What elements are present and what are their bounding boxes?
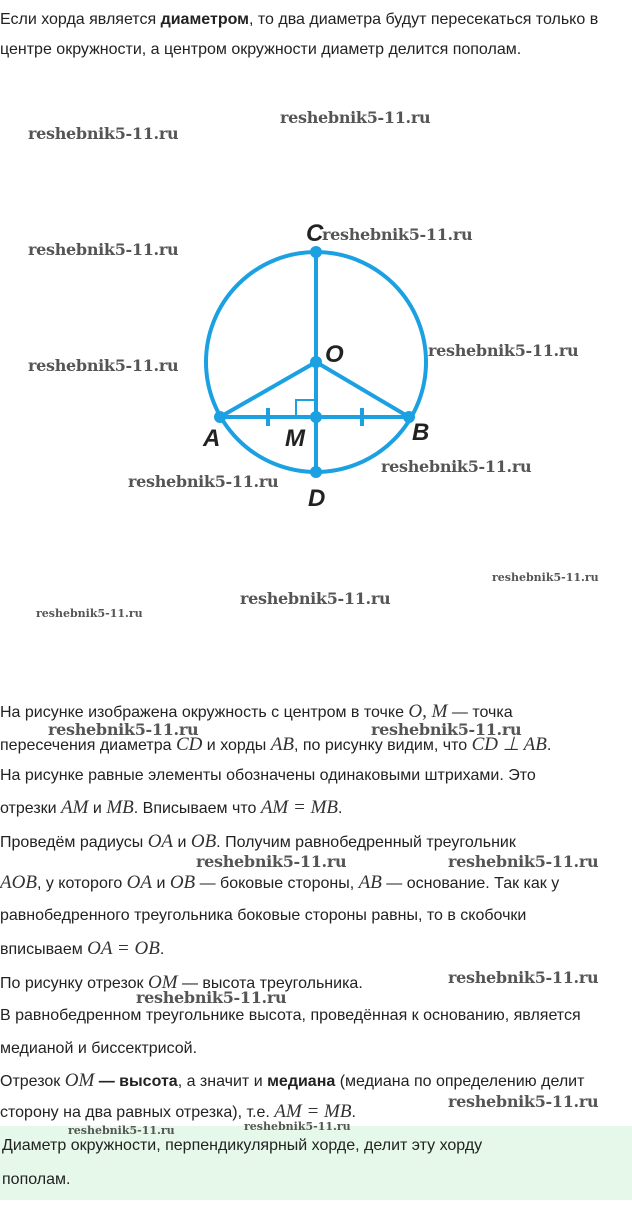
text: . bbox=[546, 737, 552, 754]
watermark: reshebnik5-11.ru bbox=[381, 457, 532, 476]
watermark: reshebnik5-11.ru bbox=[244, 1120, 351, 1133]
math: CD ⊥ AB bbox=[471, 734, 547, 755]
text: отрезки bbox=[0, 800, 62, 817]
watermark: reshebnik5-11.ru bbox=[240, 589, 391, 608]
watermark: reshebnik5-11.ru bbox=[448, 1092, 599, 1111]
text: равнобедренного треугольника боковые стороны равны, то в скобочки bbox=[0, 907, 527, 924]
watermark: reshebnik5-11.ru bbox=[280, 108, 431, 127]
bold-dash: — bbox=[94, 1073, 120, 1090]
text: и bbox=[173, 834, 191, 851]
point-o bbox=[310, 356, 322, 368]
watermark: reshebnik5-11.ru bbox=[428, 341, 579, 360]
watermark: reshebnik5-11.ru bbox=[28, 356, 179, 375]
text: . Получим равнобедренный треугольник bbox=[216, 834, 516, 851]
math: AOB bbox=[0, 872, 37, 893]
text: (медиана по определению делит bbox=[335, 1073, 585, 1090]
text: Диаметр окружности, перпендикулярный хорде, делит эту хорду bbox=[2, 1137, 483, 1154]
watermark: reshebnik5-11.ru bbox=[128, 472, 279, 491]
math: OM bbox=[64, 1070, 95, 1091]
watermark: reshebnik5-11.ru bbox=[322, 225, 473, 244]
label-d: D bbox=[308, 485, 326, 512]
text: На рисунке равные элементы обозначены одинаковыми штрихами. Это bbox=[0, 767, 536, 784]
text: центре окружности, а центром окружности диаметр делится пополам. bbox=[0, 41, 522, 58]
p2-line-2 bbox=[0, 798, 342, 819]
label-b: B bbox=[412, 419, 430, 446]
p3-line-2 bbox=[0, 873, 559, 894]
point-d bbox=[310, 466, 322, 478]
text: , у которого bbox=[36, 875, 127, 892]
text: Если хорда является bbox=[0, 11, 161, 28]
math: OB bbox=[169, 872, 196, 893]
label-a: A bbox=[203, 425, 221, 452]
watermark: reshebnik5-11.ru bbox=[28, 240, 179, 259]
note-line-1 bbox=[2, 1136, 482, 1156]
watermark: reshebnik5-11.ru bbox=[371, 720, 522, 739]
watermark: reshebnik5-11.ru bbox=[492, 571, 599, 584]
math: OA bbox=[147, 831, 174, 852]
bold-term: высота bbox=[119, 1073, 178, 1090]
text: . bbox=[351, 1104, 356, 1121]
watermark: reshebnik5-11.ru bbox=[448, 968, 599, 987]
p6-line-1 bbox=[0, 1071, 584, 1092]
point-a bbox=[214, 411, 226, 423]
watermark: reshebnik5-11.ru bbox=[136, 988, 287, 1007]
text: По рисунку отрезок bbox=[0, 975, 148, 992]
math: CD bbox=[175, 734, 203, 755]
p2-line-1 bbox=[0, 766, 536, 786]
text: пополам. bbox=[2, 1171, 71, 1188]
text: , по рисунку видим, что bbox=[293, 737, 472, 754]
circle-figure bbox=[0, 0, 632, 540]
math: OB bbox=[190, 831, 217, 852]
text: — точка bbox=[447, 704, 513, 721]
p3-line-3 bbox=[0, 906, 526, 926]
text: медианой и биссектрисой. bbox=[0, 1040, 198, 1057]
watermark: reshebnik5-11.ru bbox=[36, 607, 143, 620]
watermark: reshebnik5-11.ru bbox=[448, 852, 599, 871]
watermark: reshebnik5-11.ru bbox=[48, 720, 199, 739]
label-m: M bbox=[285, 425, 305, 452]
math: AM bbox=[61, 797, 89, 818]
text: и bbox=[152, 875, 170, 892]
math: OM bbox=[147, 972, 178, 993]
text: — основание. Так как у bbox=[381, 875, 560, 892]
math: AB bbox=[270, 734, 294, 755]
text: В равнобедренном треугольнике высота, проведённая к основанию, является bbox=[0, 1007, 581, 1024]
highlight-note bbox=[0, 1126, 632, 1200]
point-m bbox=[310, 411, 322, 423]
p3-line-1 bbox=[0, 832, 516, 853]
math: O, M bbox=[408, 701, 448, 722]
text: На рисунке изображена окружность с центром в точке bbox=[0, 704, 409, 721]
text: . Вписываем что bbox=[133, 800, 261, 817]
text: пересечения диаметра bbox=[0, 737, 176, 754]
watermark: reshebnik5-11.ru bbox=[196, 852, 347, 871]
text: сторону на два равных отрезка), т.е. bbox=[0, 1104, 275, 1121]
note-line-2 bbox=[2, 1170, 70, 1190]
math: OA = OB bbox=[87, 938, 160, 959]
math: MB bbox=[106, 797, 134, 818]
p3-line-4 bbox=[0, 939, 164, 960]
math: AM = MB bbox=[274, 1101, 352, 1122]
bold-term: диаметром bbox=[160, 11, 249, 28]
text: и хорды bbox=[202, 737, 271, 754]
text: и bbox=[88, 800, 107, 817]
p5-line-2 bbox=[0, 1039, 197, 1059]
text: Проведём радиусы bbox=[0, 834, 148, 851]
text: — высота треугольника. bbox=[177, 975, 363, 992]
text: вписываем bbox=[0, 941, 88, 958]
label-c: C bbox=[306, 220, 324, 247]
watermark: reshebnik5-11.ru bbox=[68, 1124, 175, 1137]
point-c bbox=[310, 246, 322, 258]
math: AM = MB bbox=[260, 797, 338, 818]
text: , то два диаметра будут пересекаться только в bbox=[248, 11, 599, 28]
text: . bbox=[338, 800, 343, 817]
bold-term: медиана bbox=[267, 1073, 336, 1090]
text: . bbox=[159, 941, 165, 958]
math: OA bbox=[126, 872, 152, 893]
text: Отрезок bbox=[0, 1073, 65, 1090]
label-o: O bbox=[325, 341, 344, 368]
text: — боковые стороны, bbox=[195, 875, 359, 892]
text: , а значит и bbox=[177, 1073, 268, 1090]
math: AB bbox=[358, 872, 382, 893]
watermark: reshebnik5-11.ru bbox=[28, 124, 179, 143]
p5-line-1 bbox=[0, 1006, 581, 1026]
